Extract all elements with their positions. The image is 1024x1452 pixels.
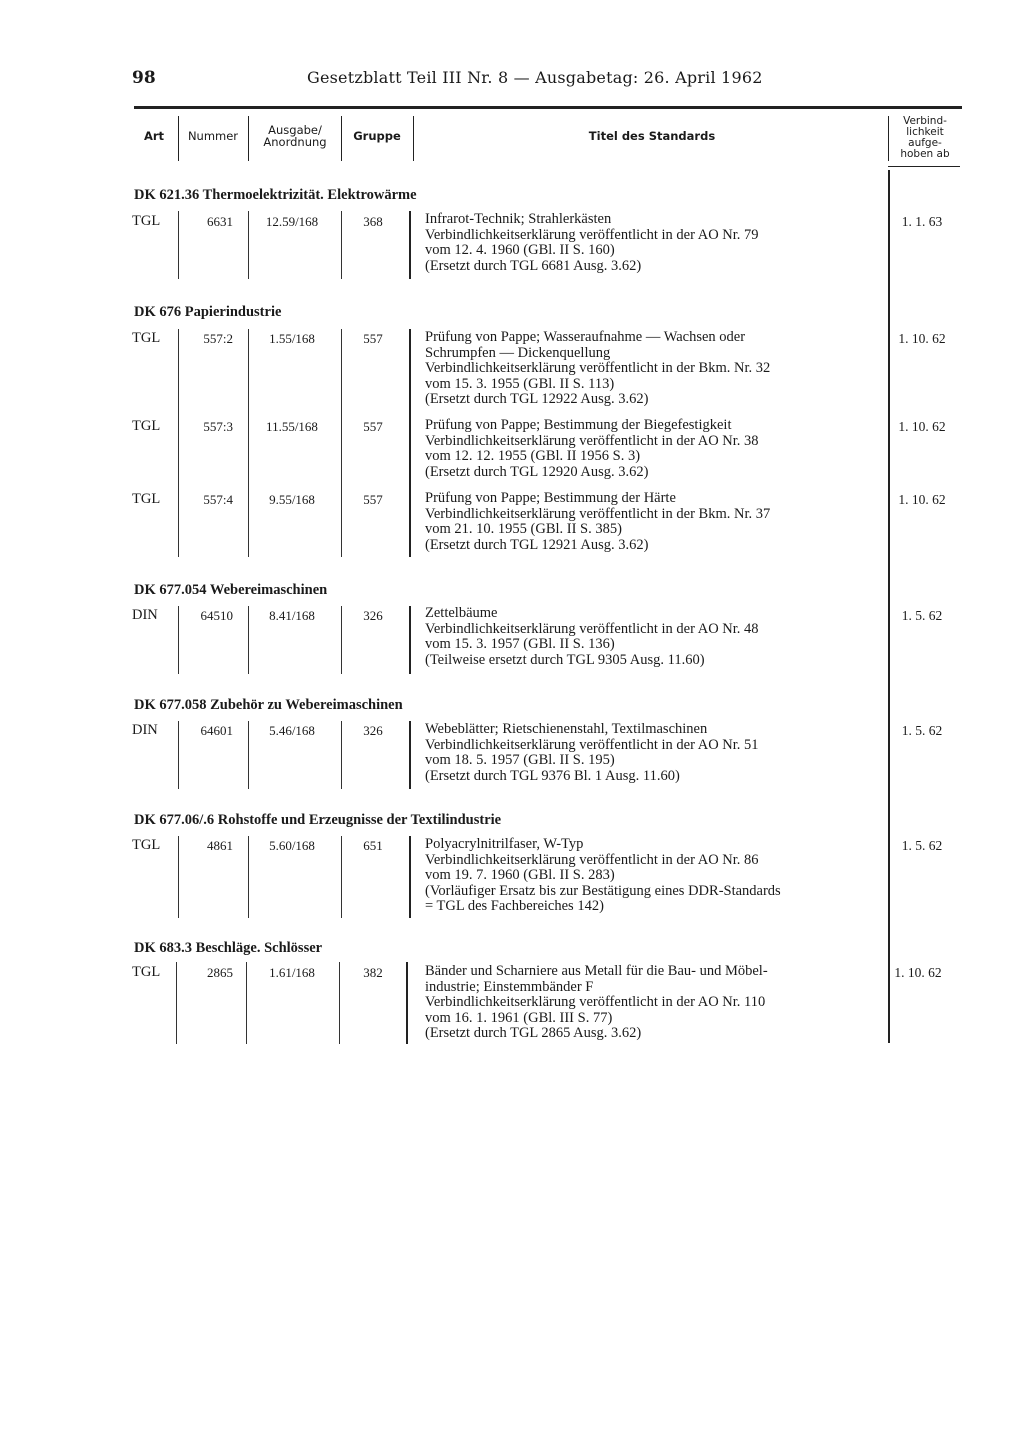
title-line: vom 16. 1. 1961 (GBl. III S. 77) [425, 1009, 613, 1026]
cell-nummer: 2865 [207, 965, 233, 980]
cell-nummer: 4861 [207, 838, 233, 853]
row-divider [178, 211, 179, 279]
row-divider [176, 962, 177, 1044]
header-rule [134, 106, 962, 109]
title-line: (Ersetzt durch TGL 2865 Ausg. 3.62) [425, 1025, 642, 1041]
cell-nummer: 6631 [207, 214, 233, 229]
page-header [132, 64, 962, 90]
cell-titel [425, 418, 875, 480]
cell-art: TGL [132, 964, 161, 980]
col-ausgabe [252, 124, 338, 148]
col-gruppe: Gruppe [353, 129, 401, 143]
cell-ausgabe: 5.60/168 [269, 838, 315, 853]
row-divider [341, 329, 342, 557]
title-line: vom 19. 7. 1960 (GBl. II S. 283) [425, 867, 615, 883]
title-line: Verbindlichkeitserklärung veröffentlicht in der AO Nr. 79 [425, 226, 759, 243]
col-verbindlichkeit [890, 116, 960, 160]
title-line: (Ersetzt durch TGL 12922 Ausg. 3.62) [425, 391, 649, 407]
col-verbind-line1: Verbind- [903, 115, 947, 127]
cell-gruppe: 557 [363, 331, 383, 346]
cell-ausgabe: 5.46/168 [269, 723, 315, 738]
col-titel: Titel des Standards [588, 129, 716, 143]
row-divider [341, 721, 342, 789]
cell-datum: 1. 5. 62 [901, 608, 943, 623]
cell-gruppe: 557 [363, 419, 383, 434]
row-divider [409, 836, 411, 918]
col-divider [248, 116, 249, 161]
section-heading: DK 677.058 Zubehör zu Webereimaschinen [134, 697, 403, 713]
cell-datum: 1. 5. 62 [901, 838, 943, 853]
title-line: industrie; Einstemmbänder F [425, 978, 594, 995]
row-divider [248, 606, 249, 674]
cell-art: DIN [132, 722, 158, 738]
cell-titel [425, 491, 875, 553]
title-line: = TGL des Fachbereiches 142) [425, 898, 604, 914]
cell-datum: 1. 1. 63 [901, 214, 943, 229]
row-divider [248, 329, 249, 557]
title-line: vom 15. 3. 1957 (GBl. II S. 136) [425, 636, 615, 652]
cell-datum: 1. 10. 62 [898, 492, 946, 507]
cell-gruppe: 326 [363, 608, 383, 623]
col-nummer: Nummer [187, 129, 239, 143]
cell-nummer: 64510 [200, 608, 233, 623]
col-divider [341, 116, 342, 161]
title-line: (Teilweise ersetzt durch TGL 9305 Ausg. 11.60) [425, 651, 705, 668]
col-divider [178, 116, 179, 161]
cell-datum: 1. 10. 62 [898, 331, 946, 346]
col-verbind-line2: lichkeit [906, 126, 944, 138]
title-line: Prüfung von Pappe; Bestimmung der Biegefestigkeit [425, 417, 732, 433]
col-verbind-line3: aufge- [908, 137, 942, 149]
cell-ausgabe: 9.55/168 [269, 492, 315, 507]
cell-art: DIN [132, 607, 158, 623]
cell-gruppe: 368 [363, 214, 383, 229]
cell-art: TGL [132, 213, 161, 229]
cell-titel [425, 837, 875, 915]
cell-art: TGL [132, 491, 161, 507]
title-line: Verbindlichkeitserklärung veröffentlicht in der AO Nr. 86 [425, 851, 759, 868]
cell-ausgabe: 12.59/168 [265, 214, 319, 229]
col-ausgabe-line1: Ausgabe/ [268, 123, 322, 137]
title-line: vom 18. 5. 1957 (GBl. II S. 195) [425, 752, 615, 768]
row-divider [178, 329, 179, 557]
cell-gruppe: 651 [363, 838, 383, 853]
cell-datum: 1. 10. 62 [894, 965, 942, 980]
row-divider [178, 721, 179, 789]
cell-gruppe: 382 [363, 965, 383, 980]
cell-ausgabe: 11.55/168 [266, 419, 318, 434]
title-line: Schrumpfen — Dickenquellung [425, 344, 611, 361]
row-divider [409, 721, 411, 789]
section-heading: DK 683.3 Beschläge. Schlösser [134, 940, 323, 956]
cell-ausgabe: 1.55/168 [269, 331, 315, 346]
title-line: vom 15. 3. 1955 (GBl. II S. 113) [425, 375, 615, 392]
row-divider [409, 606, 411, 674]
cell-titel [425, 330, 875, 408]
cell-datum: 1. 10. 62 [898, 419, 946, 434]
header-bottom-rule [888, 166, 960, 167]
title-line: Verbindlichkeitserklärung veröffentlicht in der AO Nr. 38 [425, 432, 759, 449]
title-line: Verbindlichkeitserklärung veröffentlicht in der Bkm. Nr. 37 [425, 505, 771, 522]
title-line: vom 12. 4. 1960 (GBl. II S. 160) [425, 242, 615, 258]
row-divider [178, 606, 179, 674]
row-divider [341, 836, 342, 918]
cell-gruppe: 557 [363, 492, 383, 507]
title-line: (Ersetzt durch TGL 6681 Ausg. 3.62) [425, 257, 642, 274]
cell-nummer: 557:3 [203, 419, 233, 434]
cell-nummer: 64601 [200, 723, 233, 738]
row-divider [246, 962, 247, 1044]
col-verbind-line4: hoben ab [900, 148, 950, 160]
row-divider [406, 962, 408, 1044]
running-title: Gesetzblatt Teil III Nr. 8 — Ausgabetag: 26. April 1962 [307, 68, 763, 87]
title-line: Polyacrylnitrilfaser, W-Typ [425, 836, 584, 852]
title-line: Verbindlichkeitserklärung veröffentlicht in der AO Nr. 48 [425, 620, 759, 637]
col-divider [413, 116, 414, 161]
row-divider [409, 329, 411, 557]
cell-ausgabe: 1.61/168 [269, 965, 315, 980]
section-heading: DK 677.06/.6 Rohstoffe und Erzeugnisse der Textilindustrie [134, 812, 502, 828]
section-heading: DK 677.054 Webereimaschinen [134, 582, 328, 598]
title-line: (Vorläufiger Ersatz bis zur Bestätigung eines DDR-Standards [425, 882, 781, 899]
cell-gruppe: 326 [363, 723, 383, 738]
section-heading: DK 621.36 Thermoelektrizität. Elektrowärme [134, 187, 417, 203]
cell-titel [425, 606, 875, 668]
title-line: (Ersetzt durch TGL 12920 Ausg. 3.62) [425, 463, 649, 480]
title-line: Prüfung von Pappe; Wasseraufnahme — Wachsen oder [425, 329, 746, 345]
cell-titel [425, 964, 875, 1042]
title-line: (Ersetzt durch TGL 12921 Ausg. 3.62) [425, 536, 649, 553]
row-divider [248, 721, 249, 789]
cell-titel [425, 722, 875, 784]
cell-art: TGL [132, 837, 161, 853]
cell-nummer: 557:4 [203, 492, 233, 507]
title-line: Verbindlichkeitserklärung veröffentlicht in der AO Nr. 110 [425, 994, 766, 1010]
row-divider [178, 836, 179, 918]
section-heading: DK 676 Papierindustrie [134, 304, 282, 320]
col-divider [888, 116, 889, 161]
cell-art: TGL [132, 418, 161, 434]
title-line: vom 12. 12. 1955 (GBl. II 1956 S. 3) [425, 448, 641, 464]
cell-ausgabe: 8.41/168 [269, 608, 315, 623]
row-divider [248, 211, 249, 279]
title-line: Verbindlichkeitserklärung veröffentlicht in der AO Nr. 51 [425, 736, 759, 753]
row-divider [341, 211, 342, 279]
date-column-rule [888, 170, 890, 1043]
title-line: (Ersetzt durch TGL 9376 Bl. 1 Ausg. 11.60) [425, 767, 680, 784]
cell-datum: 1. 5. 62 [901, 723, 943, 738]
col-art: Art [143, 129, 165, 143]
row-divider [341, 606, 342, 674]
title-line: Zettelbäume [425, 605, 498, 621]
col-ausgabe-line2: Anordnung [263, 135, 327, 149]
row-divider [248, 836, 249, 918]
title-line: Webeblätter; Rietschienenstahl, Textilmaschinen [425, 721, 708, 737]
title-line: vom 21. 10. 1955 (GBl. II S. 385) [425, 521, 622, 537]
cell-titel [425, 212, 875, 274]
title-line: Prüfung von Pappe; Bestimmung der Härte [425, 490, 676, 506]
cell-nummer: 557:2 [203, 331, 233, 346]
title-line: Verbindlichkeitserklärung veröffentlicht in der Bkm. Nr. 32 [425, 360, 771, 376]
cell-art: TGL [132, 330, 161, 346]
title-line: Bänder und Scharniere aus Metall für die Bau- und Möbel- [425, 963, 768, 979]
row-divider [339, 962, 340, 1044]
page-number: 98 [132, 68, 156, 88]
row-divider [409, 211, 411, 279]
title-line: Infrarot-Technik; Strahlerkästen [425, 211, 612, 227]
